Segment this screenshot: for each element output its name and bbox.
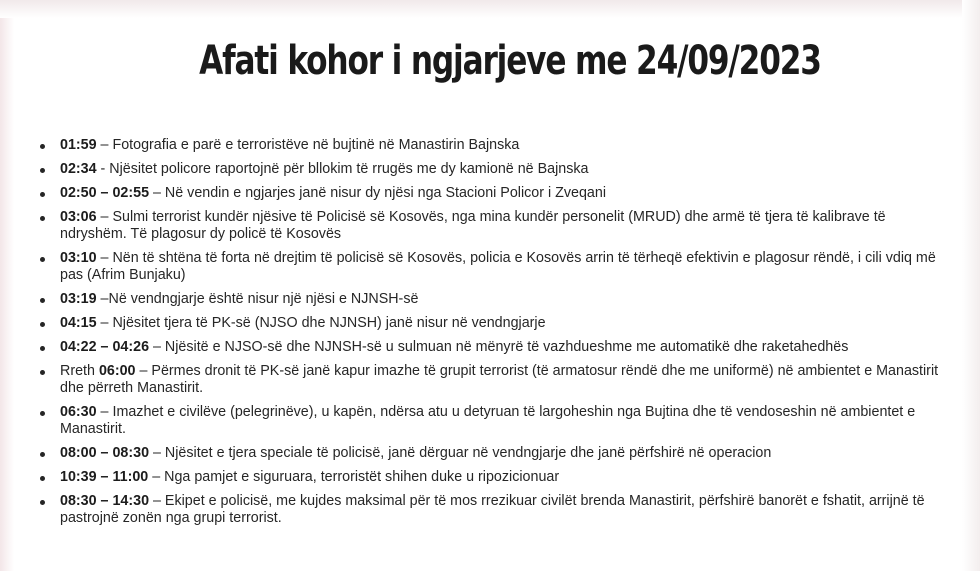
event-text: - Njësitet policore raportojnë për bllokim të rrugës me dy kamionë në Bajnska [96, 161, 589, 177]
event-time: 10:39 – 11:00 [60, 469, 149, 485]
event-time: 04:15 [60, 315, 97, 331]
event-text: – Nën të shtëna të forta në drejtim të policisë së Kosovës, policia e Kosovës arrin të tërheqë efektivin e plagosur rëndë, i cili vdiq më pas (Afrim Bunjaku) [60, 250, 936, 283]
timeline-item [38, 493, 953, 527]
event-time: 02:34 [60, 161, 97, 177]
timeline-item [38, 404, 953, 438]
event-text: – Njësitet tjera të PK-së (NJSO dhe NJNSH) janë nisur në vendngjarje [96, 315, 546, 331]
event-text: – Fotografia e parë e terroristëve në bujtinë në Manastirin Bajnska [96, 137, 520, 153]
event-text: – Ekipet e policisë, me kujdes maksimal për të mos rrezikuar civilët brenda Manastirit, përfshirë banorët e fshatit, arrijnë të pastrojnë zonën nga grupi terrorist. [60, 493, 925, 526]
timeline-item [38, 185, 953, 202]
event-time: 02:50 – 02:55 [60, 185, 150, 201]
timeline-item [38, 315, 953, 332]
event-time: 01:59 [60, 137, 97, 153]
timeline-item [38, 137, 953, 154]
timeline-item [38, 209, 953, 243]
timeline-item [38, 363, 953, 397]
event-text: – Njësitet e tjera speciale të policisë, janë dërguar në vendngjarje dhe janë përfshirë në operacion [149, 445, 772, 461]
event-text: – Në vendin e ngjarjes janë nisur dy njësi nga Stacioni Policor i Zveqani [149, 185, 606, 201]
event-time: 06:00 [98, 363, 136, 379]
event-time: 08:00 – 08:30 [60, 445, 150, 461]
timeline-item [38, 469, 953, 486]
timeline-item [38, 250, 953, 284]
event-text: – Përmes dronit të PK-së janë kapur imazhe të grupit terrorist (të armatosur rëndë dhe me uniformë) në ambientet e Manastirit dhe përreth Manastirit. [60, 363, 939, 396]
timeline-item [38, 161, 953, 178]
event-time: 03:10 [60, 250, 97, 266]
timeline-item [38, 339, 953, 356]
timeline-item [38, 445, 953, 462]
event-text: – Nga pamjet e siguruara, terroristët shihen duke u ripozicionuar [148, 469, 560, 485]
slide-title: Afati kohor i ngjarjeve me 24/09/2023 [199, 38, 821, 84]
event-time: 08:30 – 14:30 [60, 493, 150, 509]
timeline-item [38, 291, 953, 308]
event-time: 04:22 – 04:26 [60, 339, 150, 355]
event-time: 03:06 [60, 209, 97, 225]
event-prefix: Rreth [60, 363, 99, 379]
timeline-list [38, 137, 953, 534]
event-text: – Imazhet e civilëve (pelegrinëve), u kapën, ndërsa atu u detyruan të largoheshin nga Bujtina dhe të vendoseshin në ambientet e Manastirit. [60, 404, 916, 437]
event-time: 03:19 [60, 291, 97, 307]
event-text: – Sulmi terrorist kundër njësive të Policisë së Kosovës, nga mina kundër personelit (MRUD) dhe armë të tjera të kalibrave të ndryshëm. Të plagosur dy policë të Kosovës [60, 209, 886, 242]
event-text: –Në vendngjarje është nisur një njësi e NJNSH-së [96, 291, 419, 307]
event-text: – Njësitë e NJSO-së dhe NJNSH-së u sulmuan në mënyrë të vazhdueshme me automatikë dhe raketahedhës [149, 339, 849, 355]
event-time: 06:30 [60, 404, 97, 420]
